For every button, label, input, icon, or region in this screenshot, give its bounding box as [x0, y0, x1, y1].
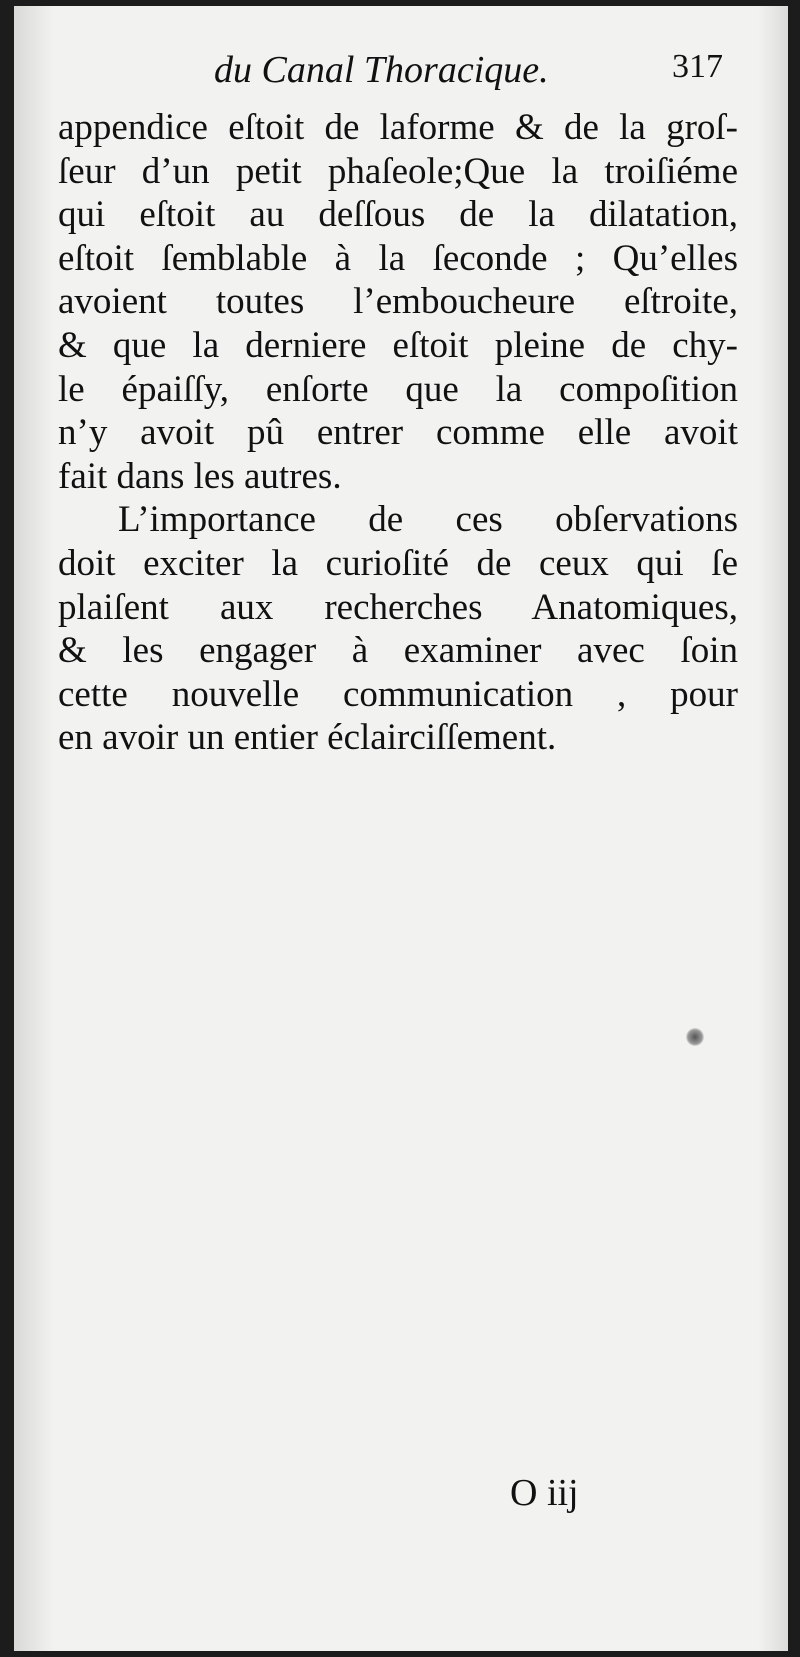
running-header	[214, 48, 734, 92]
text-line: & que la derniere eſtoit pleine de chy-	[58, 324, 738, 366]
text-line: plaiſent aux recherches Anatomiques,	[58, 586, 738, 628]
signature-mark: O iij	[510, 1472, 579, 1514]
text-line: appendice eſtoit de laforme & de la groſ-	[58, 107, 738, 148]
text-line: doit exciter la curioſité de ceux qui ſe	[58, 542, 738, 584]
text-line: en avoir un entier éclairciſſement.	[58, 717, 557, 759]
book-page	[14, 6, 788, 1651]
ink-speck	[686, 1028, 704, 1046]
text-line: qui eſtoit au deſſous de la dilatation,	[58, 194, 738, 236]
text-line: ſeur d’un petit phaſeole;Que la troiſiéme	[58, 150, 738, 192]
running-title: du Canal Thoracique.	[214, 49, 549, 91]
page-number: 317	[672, 48, 723, 85]
text-line: eſtoit ſemblable à la ſeconde ; Qu’elles	[58, 237, 738, 279]
text-line: n’y avoit pû entrer comme elle avoit	[58, 412, 738, 454]
text-line: cette nouvelle communication , pour	[58, 673, 738, 715]
show-through-text	[44, 796, 764, 1616]
body-text	[58, 106, 738, 760]
text-line: fait dans les autres.	[58, 455, 342, 497]
text-line: avoient toutes l’emboucheure eſtroite,	[58, 281, 738, 323]
text-line: le épaiſſy, enſorte que la compoſition	[58, 368, 738, 410]
text-line: & les engager à examiner avec ſoin	[58, 630, 738, 672]
text-line: L’importance de ces obſervations	[118, 499, 738, 541]
